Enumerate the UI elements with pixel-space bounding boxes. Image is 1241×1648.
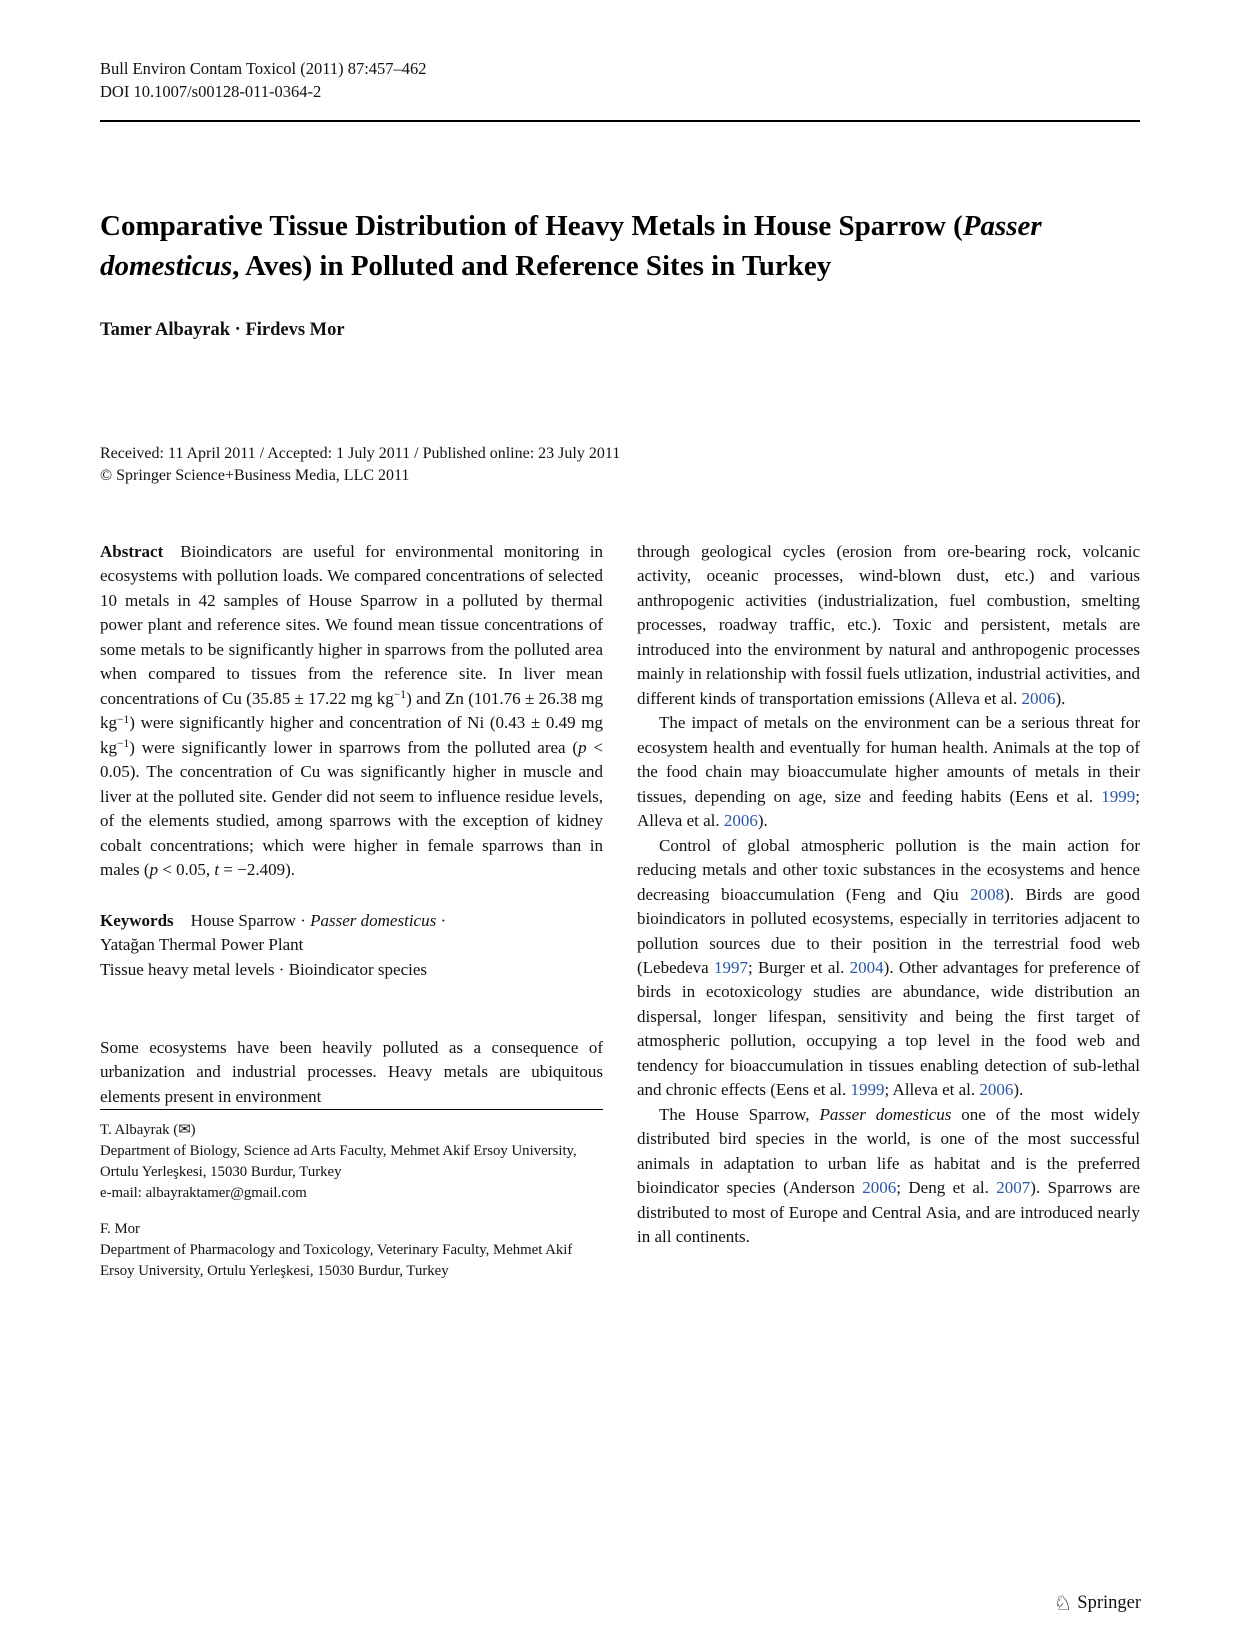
corresponding-author: T. Albayrak (✉) bbox=[100, 1122, 196, 1139]
left-column bbox=[100, 540, 603, 1282]
affiliation: Department of Biology, Science ad Arts Faculty, Mehmet Akif Ersoy University, Ortulu Yerleşkesi, 15030 Burdur, Turkey bbox=[100, 1143, 577, 1181]
citation-link[interactable]: 2004 bbox=[849, 957, 884, 977]
body-paragraph: The House Sparrow, Passer domesticus one of the most widely distributed bird species in the world, is one of the most successful animals in adaptation to urban life as habitat and is the preferred bioindicator species (Anderson 2006; Deng et al. 2007). Sparrows are distributed to most of Europe and Central Asia, and are introduced nearly in all continents. bbox=[637, 1104, 1140, 1247]
citation-link[interactable]: 2006 bbox=[862, 1178, 897, 1198]
citation-link[interactable]: 1997 bbox=[714, 957, 749, 977]
header-rule bbox=[100, 120, 1140, 122]
body-paragraph: Some ecosystems have been heavily polluted as a consequence of urbanization and industrial processes. Heavy metals are ubiquitous elements present in environment bbox=[100, 1037, 603, 1106]
two-column-body bbox=[100, 540, 1140, 1282]
springer-logo-icon: ♘ bbox=[1053, 1591, 1073, 1615]
right-column bbox=[637, 540, 1140, 1282]
body-paragraph: Control of global atmospheric pollution is the main action for reducing metals and other toxic substances in the ecosystems and hence decreasing bioaccumulation (Feng and Qiu 2008). Birds are good bioindicators in polluted ecosystems, especially in territories adjacent to pollution sources due to their position in the terrestrial food web (Lebedeva 1997; Burger et al. 2004). Other advantages for preference of birds in ecotoxicology studies are abundance, wide distribution an dispersal, longer lifespan, sensitivity and being the first target of atmospheric pollution, occupying a top level in the food web and tendency for bioaccumulation in tissues enabling detection of sub-lethal and chronic effects (Eens et al. 1999; Alleva et al. 2006). bbox=[637, 835, 1140, 1100]
article-title: Comparative Tissue Distribution of Heavy Metals in House Sparrow (Passer domesticus, Aves) in Polluted and Reference Sites in Turkey bbox=[100, 209, 1042, 282]
body-paragraph: The impact of metals on the environment can be a serious threat for ecosystem health and eventually for human health. Animals at the top of the food chain may bioaccumulate higher amounts of metals in their tissues, depending on age, size and feeding habits (Eens et al. 1999; Alleva et al. 2006). bbox=[637, 713, 1140, 831]
email-line: e-mail: albayraktamer@gmail.com bbox=[100, 1185, 307, 1202]
second-author: F. Mor bbox=[100, 1221, 140, 1238]
publisher-name: Springer bbox=[1077, 1593, 1141, 1613]
publication-dates bbox=[100, 443, 1140, 488]
author-names: Tamer Albayrak · Firdevs Mor bbox=[100, 319, 345, 340]
abstract-paragraph: Abstract Bioindicators are useful for environmental monitoring in ecosystems with pollution loads. We compared concentrations of selected 10 metals in 42 samples of House Sparrow in a polluted by thermal power plant and reference sites. We found mean tissue concentrations of some metals to be significantly higher in sparrows from the polluted area when compared to tissues from the reference site. In liver mean concentrations of Cu (35.85 ± 17.22 mg $kg^{-1}$) and Zn (101.76 ± 26.38 mg $kg^{-1}$) were significantly higher and concentration of Ni (0.43 ± 0.49 mg $kg^{-1}$) were significantly lower in sparrows from the polluted area (p < 0.05). The concentration of Cu was significantly higher in muscle and liver at the polluted site. Gender did not seem to influence residue levels, of the elements studied, among sparrows with the exception of kidney cobalt concentrations; which were higher in female sparrows than in males (p < 0.05, t = −2.409). bbox=[100, 542, 603, 880]
received-accepted-line: Received: 11 April 2011 / Accepted: 1 July 2011 / Published online: 23 July 2011 bbox=[100, 444, 621, 462]
doi-line: DOI 10.1007/s00128-011-0364-2 bbox=[100, 81, 322, 101]
copyright-line: © Springer Science+Business Media, LLC 2011 bbox=[100, 467, 410, 485]
citation-link[interactable]: 2008 bbox=[970, 884, 1005, 904]
citation-link[interactable]: 2006 bbox=[979, 1080, 1014, 1100]
envelope-icon: ✉ bbox=[178, 1122, 191, 1139]
citation-link[interactable]: 1999 bbox=[850, 1080, 885, 1100]
publisher-footer bbox=[1053, 1593, 1141, 1614]
page-header bbox=[100, 58, 1140, 122]
citation-link[interactable]: 2006 bbox=[723, 811, 758, 831]
citation-link[interactable]: 1999 bbox=[1101, 786, 1136, 806]
keywords-block: Keywords House Sparrow · Passer domesticus · Yatağan Thermal Power Plant Tissue heavy metal levels · Bioindicator species bbox=[100, 910, 447, 979]
citation-link[interactable]: 2006 bbox=[1021, 688, 1056, 708]
body-paragraph: through geological cycles (erosion from ore-bearing rock, volcanic activity, oceanic processes, wind-blown dust, etc.) and various anthropogenic activities (industrialization, fuel combustion, smelting processes, roadway traffic, etc.). Toxic and persistent, metals are introduced into the environment by natural and anthropogenic processes mainly in relationship with fossil fuels utlization, industrial activities, and different kinds of transportation emissions (Alleva et al. 2006). bbox=[637, 542, 1140, 708]
footnote-block bbox=[100, 1109, 603, 1282]
journal-citation: Bull Environ Contam Toxicol (2011) 87:457–462 bbox=[100, 59, 427, 78]
affiliation: Department of Pharmacology and Toxicology, Veterinary Faculty, Mehmet Akif Ersoy University, Ortulu Yerleşkesi, 15030 Burdur, Turkey bbox=[100, 1242, 573, 1280]
citation-link[interactable]: 2007 bbox=[996, 1178, 1031, 1198]
